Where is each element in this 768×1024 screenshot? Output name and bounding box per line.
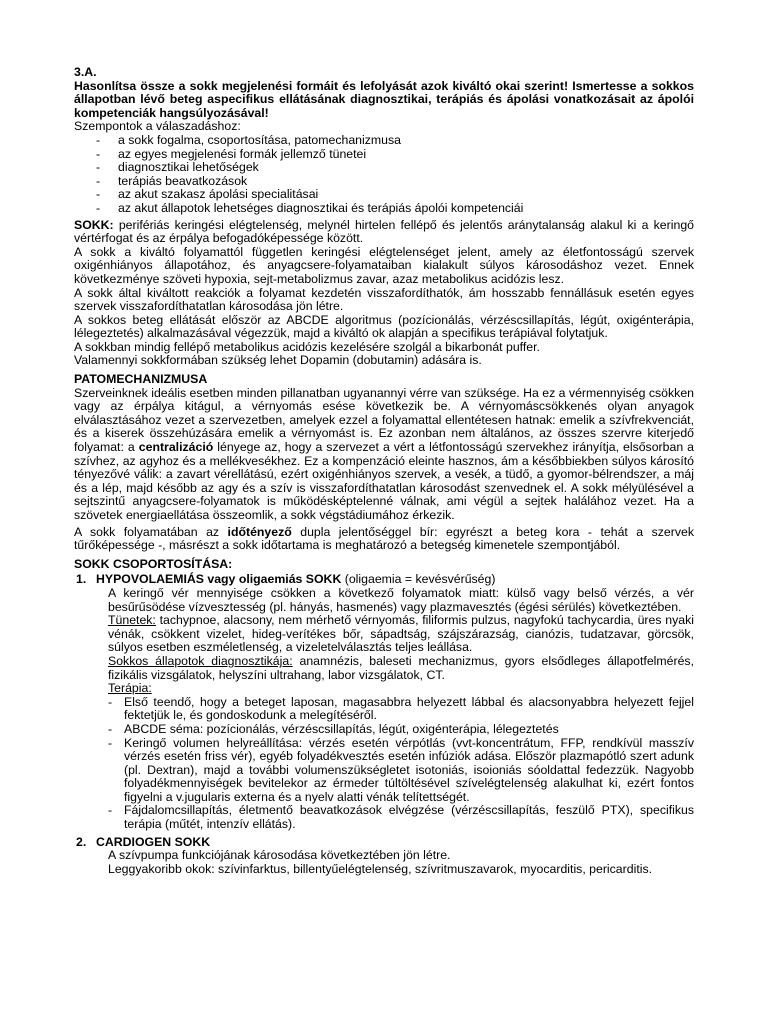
therapy-item: - Keringő volumen helyreállítása: vérzés esetén vérpótlás (vvt-koncentrátum, FFP, rendkívül masszív vérzés esetén friss vér), egyéb folyadékvesztés esetén infúziók adása. Először plazmapótló szert adunk (pl. Dextran), majd a további volumenszükségletet isotoniás, isoioniás sóoldattal fedezzük. Nagyobb folyadékmennyiségek bevitelekor az érmeder túltöltésével szívelégtelenség alakulhat ki, ezért fontos figyelni a v.jugularis externa és a nyelv alatti vénák telítettségét. [108, 737, 694, 805]
shock-causes: Leggyakoribb okok: szívinfarktus, billentyűelégtelenség, szívritmuszavarok, myocarditis, pericarditis. [108, 861, 653, 876]
therapy-list [74, 696, 694, 832]
shock-type-2-heading [76, 836, 694, 850]
list-number: 1. [76, 572, 87, 587]
criteria-item: - az egyes megjelenési formák jellemző tünetei [96, 148, 694, 162]
shock-type-title: CARDIOGEN SOKK [96, 834, 211, 849]
topic-question: Hasonlítsa össze a sokk megjelenési formáit és lefolyását azok kiváltó okai szerint! Ismertesse a sokkos állapotban lévő beteg aspecifikus ellátásának diagnosztikai, terápiás és ápolási vonatkozásait az ápolói kompetenciák hangsúlyozásával! [74, 78, 694, 120]
shock-type-note: (oligaemia = kevésvérűség) [341, 572, 496, 587]
definition-paragraph: A sokk által kiváltott reakciók a folyamat kezdetén visszafordíthatók, ám hosszabb fennállásuk esetén egyes szervek visszafordíthatatlan károsodása jön létre. [74, 285, 694, 314]
symptoms-label: Tünetek: [108, 613, 156, 628]
therapy-item: - Első teendő, hogy a beteget laposan, magasabbra helyezett lábbal és alacsonyabbra helyezett fejjel fektetjük le, és gondoskodunk a melegítéséről. [108, 696, 694, 723]
shock-description: A keringő vér mennyisége csökken a következő folyamatok miatt: külső vagy belső vérzés, a vér besűrűsödése vízvesztesség (pl. hányás, hasmenés) vagy plazmavesztés (égési sérülés) következtében. [108, 585, 694, 614]
definition-paragraph: Valamennyi sokkformában szükség lehet Dopamin (dobutamin) adására is. [74, 353, 482, 368]
topic-number: 3.A. [74, 65, 97, 79]
classification-heading: SOKK CSOPORTOSÍTÁSA: [74, 556, 233, 571]
text-run: lényege az, hogy a szervezet a vért a létfontosságú szervekhez irányítja, elsősorban a szívhez, az agyhoz és a mellékvesékhez. Ez a kompenzáció eleinte hasznos, ám a későbbiekben súlyos károsító tényezővé válik: a zavart vérellátású, ezért oxigénhiányos szervek, a vesék, a tüdő, a gyomor-bélrendszer, a máj és a lép, majd később az agy és a szív is visszafordíthatatlan károsodást szenvednek el. A sokk mélyülésével a sejtszintű anyagcsere-folyamatok is működésképtelenné válnak, ami végül a sejtek halálához vezet. Ha a szövetek energiaellátása összeomlik, a sokk végstádiumához érkezik. [74, 440, 695, 522]
definition-label: SOKK: [74, 217, 114, 232]
text-run: Szerveinknek ideális esetben minden pillanatban ugyanannyi vérre van szüksége. Ha ez a vérmennyiség csökken vagy az érpálya kitágul, a vérnyomás esése következik be. A vérnyomáscsökkenés olyan anyagok elválasztásához vezet a szervezetben, amelyek ezzel a folyamattal ellentétesen hatnak: emelik a szívfrekvenciát, és a kiserek összehúzására emelik a vérnyomást is. Ez azonban nem általános, az összes szervre kiterjedő folyamat: a [74, 385, 694, 455]
therapy-item: - ABCDE séma: pozícionálás, vérzéscsillapítás, légút, oxigénterápia, lélegeztetés [108, 723, 694, 737]
diagnostics-paragraph [108, 655, 694, 682]
time-factor-term: időtényező [227, 524, 292, 539]
symptoms-text: tachypnoe, alacsony, nem mérhető vérnyomás, filiformis pulzus, nagyfokú tachycardia, üres nyaki vénák, csökkent vizelet, hideg-verítékes bőr, sápadtság, szájszárazság, cianózis, tudatzavar, görcsök, súlyos esetben eszméletlenség, a vizeletelválasztás teljes leállása. [108, 613, 694, 655]
text-run: dupla jelentőséggel bír: egyrészt a beteg kora - tehát a szervek tűrőképessége -, másrészt a sokk időtartama is meghatározó a betegség kimenetele szempontjából. [74, 524, 694, 553]
therapy-label: Terápia: [108, 681, 152, 696]
shock-type-1-body [74, 587, 694, 696]
criteria-item: - diagnosztikai lehetőségek [96, 161, 694, 175]
definition-paragraph: A sokkos beteg ellátását először az ABCDE algoritmus (pozícionálás, vérzéscsillapítás, légút, oxigénterápia, lélegeztetés) alkalmazásával végezzük, majd a kiváltó ok alapján a specifikus terápiával folytatjuk. [74, 312, 694, 341]
definition-text: perifériás keringési elégtelenség, melynél hirtelen fellépő és jelentős aránytalanság alakul ki a keringő vértérfogat és az érpálya befogadóképessége között. [74, 217, 694, 246]
text-run: A sokk folyamatában az [74, 524, 228, 539]
criteria-item: - terápiás beavatkozások [96, 175, 694, 189]
symptoms-paragraph [108, 614, 694, 655]
patomechanism-paragraph [74, 387, 694, 523]
therapy-item: - Fájdalomcsillapítás, életmentő beavatkozások elvégzése (vérzéscsillapítás, feszülő PTX), specifikus terápia (műtét, intenzív ellátás). [108, 804, 694, 831]
patomechanism-heading: PATOMECHANIZMUSA [74, 372, 208, 387]
list-number: 2. [76, 834, 87, 849]
centralization-term: centralizáció [138, 440, 214, 455]
diagnostics-label: Sokkos állapotok diagnosztikája: [108, 653, 293, 668]
definition-paragraph [74, 219, 694, 246]
criteria-item: - az akut szakasz ápolási specialitásai [96, 188, 694, 202]
criteria-item: - az akut állapotok lehetséges diagnosztikai és terápiás ápolói kompetenciái [96, 202, 694, 216]
shock-type-1-heading [76, 573, 694, 587]
criteria-list [74, 134, 694, 216]
shock-type-2-body [74, 849, 694, 876]
diagnostics-text: anamnézis, baleseti mechanizmus, gyors elsődleges állapotfelmérés, fizikális vizsgálatok, helyszíni ultrahang, labor vizsgálatok, CT. [108, 653, 694, 682]
patomechanism-paragraph [74, 526, 694, 553]
criteria-intro: Szempontok a válaszadáshoz: [74, 119, 241, 134]
definition-paragraph: A sokk a kiváltó folyamattól független keringési elégtelenséget jelent, amely az életfontosságú szervek oxigénhiányos állapotához, és anyagcsere-folyamataiban kialakult súlyos károsodáshoz vezet. Ennek következménye szöveti hypoxia, sejt-metabolizmus zavar, azaz metabolikus acidózis lesz. [74, 244, 694, 286]
shock-description: A szívpumpa funkciójának károsodása következtében jön létre. [108, 848, 451, 863]
shock-type-title: HYPOVOLAEMIÁS vagy oligaemiás SOKK [96, 572, 342, 587]
criteria-item: - a sokk fogalma, csoportosítása, patomechanizmusa [96, 134, 694, 148]
definition-paragraph: A sokkban mindig fellépő metabolikus acidózis kezelésére szolgál a bikarbonát puffer. [74, 339, 540, 354]
